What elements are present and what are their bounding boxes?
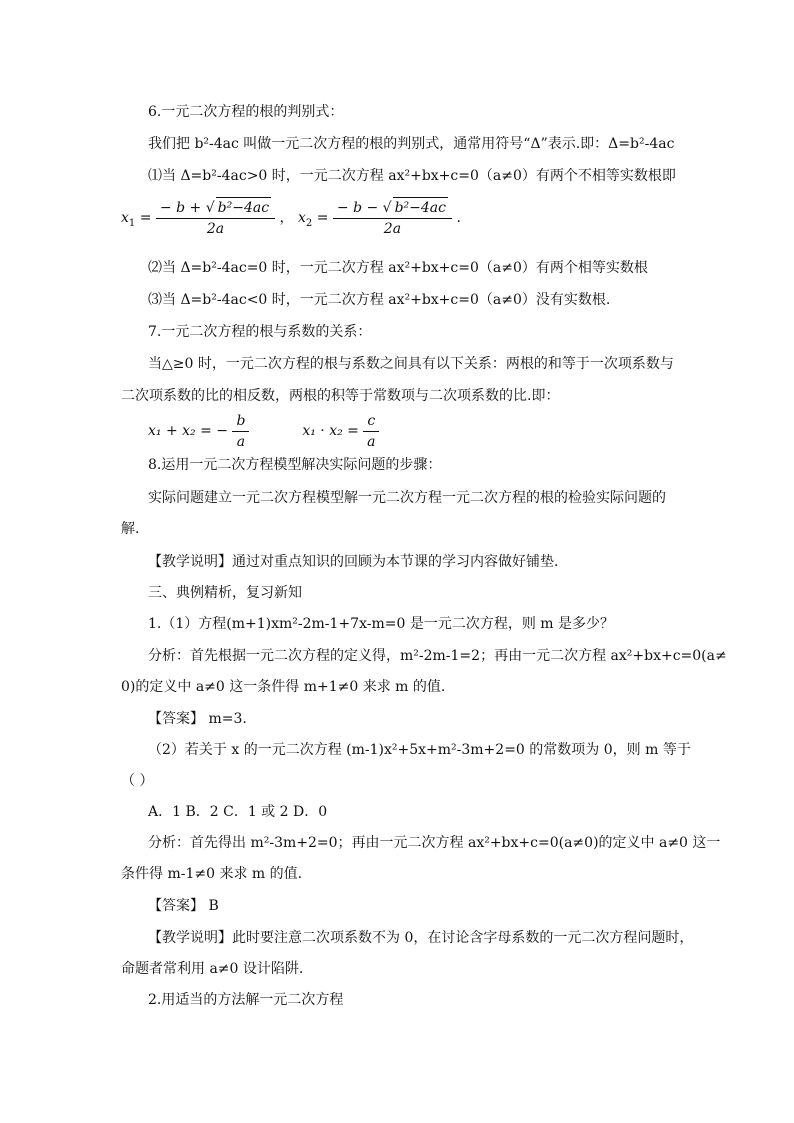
example-1-analysis-line-2: 0)的定义中 a≠0 这一条件得 m+1≠0 来求 m 的值. bbox=[121, 679, 446, 695]
steps-line-1: 实际问题建立一元二次方程模型解一元二次方程一元二次方程的根的检验实际问题的 bbox=[148, 490, 666, 506]
example-2-options: A．1 B．2 C．1 或 2 D．0 bbox=[148, 804, 328, 820]
section-7-heading: 7.一元二次方程的根与系数的关系： bbox=[148, 324, 372, 340]
root-2-fraction: $\frac{\text{− b − √ b²−4ac}}{2a}$ bbox=[333, 197, 452, 239]
section-6-heading: 6.一元二次方程的根的判别式： bbox=[148, 104, 344, 120]
example-1-question: 1.（1）方程(m+1)xm²-2m-1+7x-m=0 是一元二次方程，则 m 是多少？ bbox=[148, 616, 614, 632]
case-1-text: ⑴当 Δ=b²-4ac>0 时，一元二次方程 ax²+bx+c=0（a≠0）有两个不相等实数根即 bbox=[148, 168, 676, 184]
example-2-question: （2）若关于 x 的一元二次方程 (m-1)x²+5x+m²-3m+2=0 的常数项为 0，则 m 等于 bbox=[148, 742, 691, 758]
example-2-blank: （ ） bbox=[121, 773, 154, 789]
vieta-product-left: x₁ · x₂ = bbox=[302, 423, 359, 439]
example-2-heading: 2.用适当的方法解一元二次方程 bbox=[148, 992, 344, 1008]
case-3-text: ⑶当 Δ=b²-4ac<0 时，一元二次方程 ax²+bx+c=0（a≠0）没有实数根. bbox=[148, 292, 611, 308]
example-1-answer: 【答案】 m=3. bbox=[148, 711, 247, 727]
teaching-note-2-line-2: 命题者常利用 a≠0 设计陷阱. bbox=[121, 961, 304, 977]
vieta-paragraph-line-1: 当△≥0 时，一元二次方程的根与系数之间具有以下关系：两根的和等于一次项系数与 bbox=[148, 356, 674, 372]
example-1-analysis-line-1: 分析：首先根据一元二次方程的定义得，m²-2m-1=2；再由一元二次方程 ax²+bx+c=0(a≠ bbox=[148, 648, 727, 664]
root-1-fraction: $\frac{\text{− b + √ b²−4ac}}{2a}$ bbox=[156, 197, 275, 239]
steps-line-2: 解. bbox=[121, 521, 140, 537]
example-2-answer: 【答案】 B bbox=[148, 898, 219, 914]
teaching-note-1: 【教学说明】通过对重点知识的回顾为本节课的学习内容做好铺垫. bbox=[148, 554, 559, 570]
example-2-analysis-line-1: 分析：首先得出 m²-3m+2=0；再由一元二次方程 ax²+bx+c=0(a≠0)的定义中 a≠0 这一 bbox=[148, 835, 721, 851]
vieta-formulas: x₁ + x₂ = − $\frac{b}{a}$ x₁ · x₂ = $\frac{c}{a}$ bbox=[148, 410, 379, 452]
section-8-heading: 8.运用一元二次方程模型解决实际问题的步骤： bbox=[148, 457, 442, 473]
vieta-product-fraction: $\frac{c}{a}$ bbox=[363, 411, 379, 452]
vieta-sum-left: x₁ + x₂ = bbox=[148, 423, 212, 439]
paragraph-discriminant-definition: 我们把 b²-4ac 叫做一元二次方程的根的判别式，通常用符号“Δ”表示.即：Δ=b²-4ac bbox=[148, 136, 675, 152]
quadratic-roots-formula: $x_1$ = $\frac{\text{− b + √ b²−4ac}}{2a}$ ， $x_2$ = $\frac{\text{− b − √ b²−4ac}}{2a}$ . bbox=[121, 197, 461, 245]
teaching-note-2-line-1: 【教学说明】此时要注意二次项系数不为 0，在讨论含字母系数的一元二次方程问题时， bbox=[148, 930, 694, 946]
vieta-sum-fraction: $\frac{b}{a}$ bbox=[232, 411, 249, 452]
section-3-heading: 三、典例精析，复习新知 bbox=[148, 585, 302, 601]
case-2-text: ⑵当 Δ=b²-4ac=0 时，一元二次方程 ax²+bx+c=0（a≠0）有两个相等实数根 bbox=[148, 260, 648, 276]
vieta-paragraph-line-2: 二次项系数的比的相反数，两根的积等于常数项与二次项系数的比.即： bbox=[121, 388, 560, 404]
example-2-analysis-line-2: 条件得 m-1≠0 来求 m 的值. bbox=[121, 866, 303, 882]
